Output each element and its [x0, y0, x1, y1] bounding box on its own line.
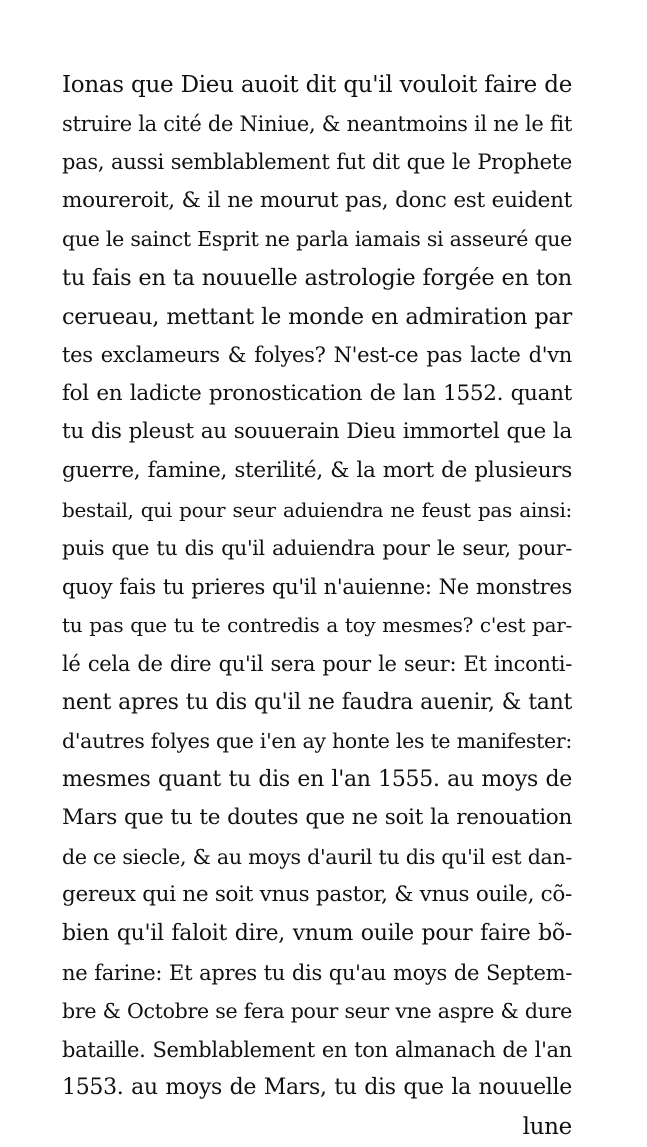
text-line: mesmes quant tu dis en l'an 1555. au moys de	[62, 766, 572, 792]
text-line: guerre, famine, sterilité, & la mort de plusieurs	[62, 457, 572, 483]
text-line: gereux qui ne soit vnus pastor, & vnus ouile, cõ-	[62, 882, 573, 908]
text-line: nent apres tu dis qu'il ne faudra auenir, & tant	[62, 689, 572, 715]
text-line: tu pas que tu te contredis a toy mesmes? c'est par-	[62, 613, 572, 638]
text-line: Ionas que Dieu auoit dit qu'il vouloit faire de	[62, 72, 572, 98]
text-line: 1553. au moys de Mars, tu dis que la nouuelle	[62, 1075, 572, 1101]
text-line: moureroit, & il ne mourut pas, donc est euident	[62, 187, 572, 213]
catchword: lune	[522, 1114, 572, 1141]
text-line: d'autres folyes que i'en ay honte les te manifester:	[62, 729, 572, 754]
text-line: fol en ladicte pronostication de lan 1552. quant	[62, 380, 572, 406]
text-line: quoy fais tu prieres qu'il n'auienne: Ne monstres	[62, 574, 572, 599]
text-line: bre & Octobre se fera pour seur vne aspre & dure	[62, 999, 572, 1024]
text-line: bestail, qui pour seur aduiendra ne feust pas ainsi:	[62, 497, 572, 522]
text-line: de ce siecle, & au moys d'auril tu dis qu'il est dan-	[62, 844, 572, 869]
text-line: tu dis pleust au souuerain Dieu immortel que la	[62, 419, 572, 445]
text-line: cerueau, mettant le monde en admiration par	[62, 303, 572, 330]
text-line: lé cela de dire qu'il sera pour le seur: Et inconti-	[62, 651, 572, 676]
text-line: tu fais en ta nouuelle astrologie forgée en ton	[62, 264, 572, 291]
text-line: struire la cité de Niniue, & neantmoins il ne le fit	[62, 111, 572, 136]
text-line: ne farine: Et apres tu dis qu'au moys de Septem-	[62, 960, 572, 985]
text-line: pas, aussi semblablement fut dit que le Prophete	[62, 150, 572, 175]
text-line: bataille. Semblablement en ton almanach de l'an	[62, 1037, 572, 1062]
body-text	[62, 66, 572, 1147]
text-line: bien qu'il faloit dire, vnum ouile pour faire bõ-	[62, 921, 572, 947]
text-line: que le sainct Esprit ne parla iamais si asseuré que	[62, 227, 572, 252]
text-line: Mars que tu te doutes que ne soit la renouation	[62, 805, 572, 831]
text-line: tes exclameurs & folyes? N'est-ce pas lacte d'vn	[62, 343, 572, 368]
text-line: puis que tu dis qu'il aduiendra pour le seur, pour-	[62, 536, 572, 561]
